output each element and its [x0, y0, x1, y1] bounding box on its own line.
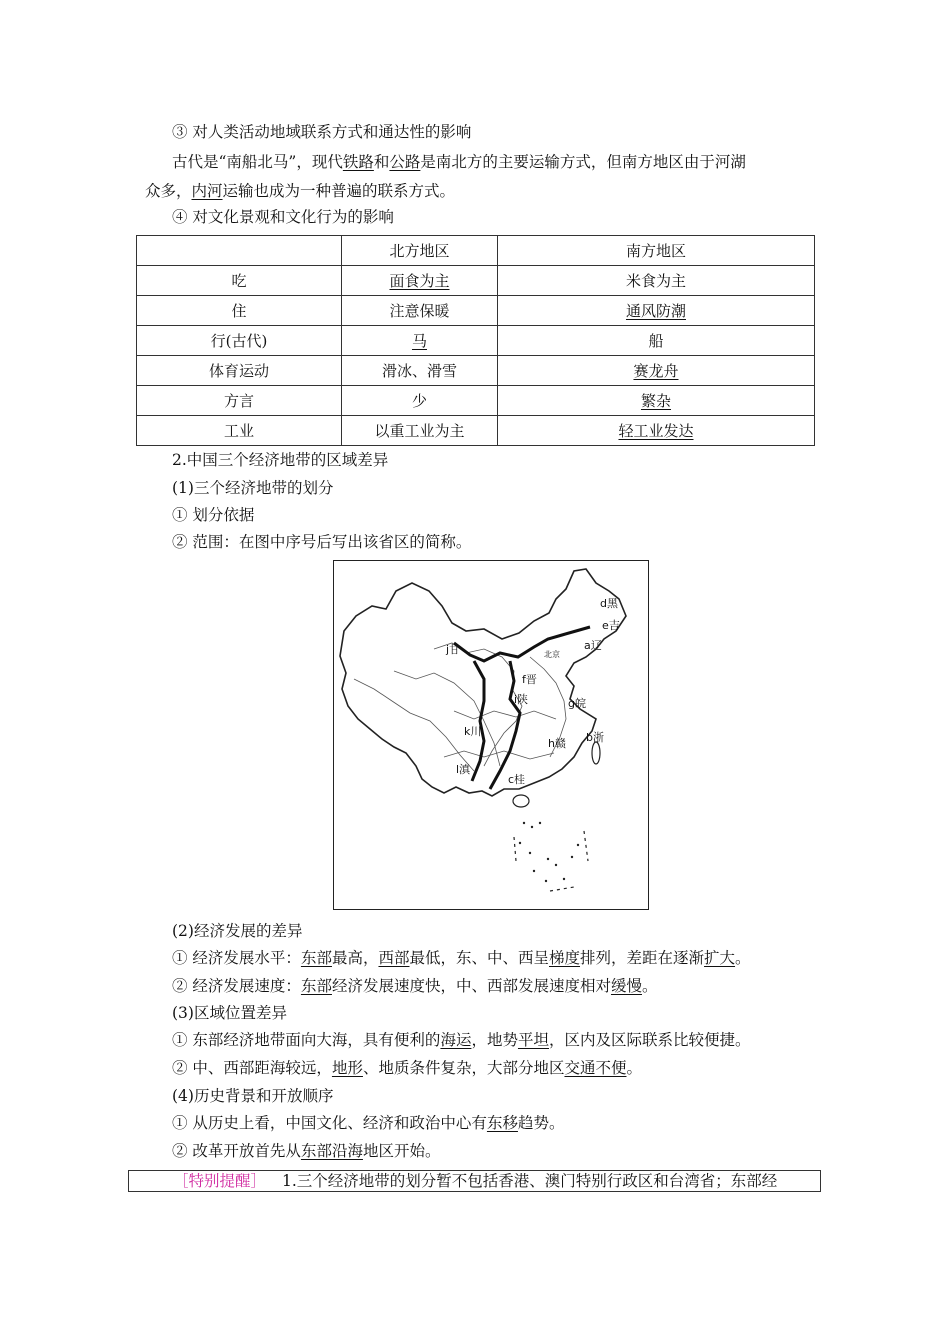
special-reminder-text: 1.三个经济地带的划分暂不包括香港、澳门特别行政区和台湾省；东部经 [282, 1172, 778, 1190]
map-label-hei: d黑 [600, 597, 618, 610]
table-row: 行(古代) 马 船 [137, 326, 815, 356]
para-transport-modes: 古代是“南船北马”，现代铁路和公路是南北方的主要运输方式，但南方地区由于河湖 [172, 153, 746, 171]
table-row: 方言 少 繁杂 [137, 386, 815, 416]
table-row: 体育运动 滑冰、滑雪 赛龙舟 [137, 356, 815, 386]
north-south-comparison-table [136, 235, 815, 446]
table-row: 工业 以重工业为主 轻工业发达 [137, 416, 815, 446]
map-label-wan: g皖 [568, 697, 586, 710]
table-row: 吃 面食为主 米食为主 [137, 266, 815, 296]
map-label-dian: l滇 [456, 763, 471, 776]
table-header-row: 北方地区 南方地区 [137, 236, 815, 266]
item-division-basis: ① 划分依据 [172, 506, 255, 524]
item-east-location: ① 东部经济地带面向大海，具有便利的海运，地势平坦，区内及区际联系比较便捷。 [172, 1031, 751, 1049]
item-central-west-location: ② 中、西部距海较远，地形、地质条件复杂，大部分地区交通不便。 [172, 1059, 642, 1077]
table-row: 住 注意保暖 通风防潮 [137, 296, 815, 326]
map-label-gan2: h赣 [548, 737, 566, 750]
map-label-ji: e吉 [602, 619, 620, 632]
item-development-speed: ② 经济发展速度：东部经济发展速度快，中、西部发展速度相对缓慢。 [172, 977, 658, 995]
special-reminder-box [128, 1170, 821, 1192]
para-culture-impact: ④ 对文化景观和文化行为的影响 [172, 208, 394, 226]
para-inland-water: 众多，内河运输也成为一种普遍的联系方式。 [145, 182, 456, 200]
map-drawing [334, 561, 648, 909]
special-reminder-tag: ［特别提醒］ [173, 1172, 267, 1190]
map-label-jin: f晋 [522, 673, 537, 686]
china-economic-zones-map [333, 560, 649, 910]
item-history-center: ① 从历史上看，中国文化、经济和政治中心有东移趋势。 [172, 1114, 565, 1132]
map-label-shaan: i陕 [514, 693, 529, 706]
section-title-economic-zones: 2.中国三个经济地带的区域差异 [172, 451, 389, 469]
map-label-beijing: 北京 [544, 650, 560, 659]
subsection-division: (1)三个经济地带的划分 [172, 479, 334, 497]
map-label-zhe: b浙 [586, 731, 604, 744]
map-label-chuan: k川 [464, 725, 482, 738]
subsection-development: (2)经济发展的差异 [172, 922, 303, 940]
subsection-location: (3)区域位置差异 [172, 1004, 287, 1022]
item-range: ② 范围：在图中序号后写出该省区的简称。 [172, 533, 472, 551]
map-label-liao: a辽 [584, 639, 602, 652]
map-label-gui: c桂 [508, 773, 526, 786]
para-impact-transport: ③ 对人类活动地域联系方式和通达性的影响 [172, 123, 472, 141]
subsection-history: (4)历史背景和开放顺序 [172, 1087, 334, 1105]
map-label-gan: j甘 [446, 643, 461, 656]
item-reform-opening: ② 改革开放首先从东部沿海地区开始。 [172, 1142, 441, 1160]
item-development-level: ① 经济发展水平：东部最高，西部最低，东、中、西呈梯度排列，差距在逐渐扩大。 [172, 949, 751, 967]
